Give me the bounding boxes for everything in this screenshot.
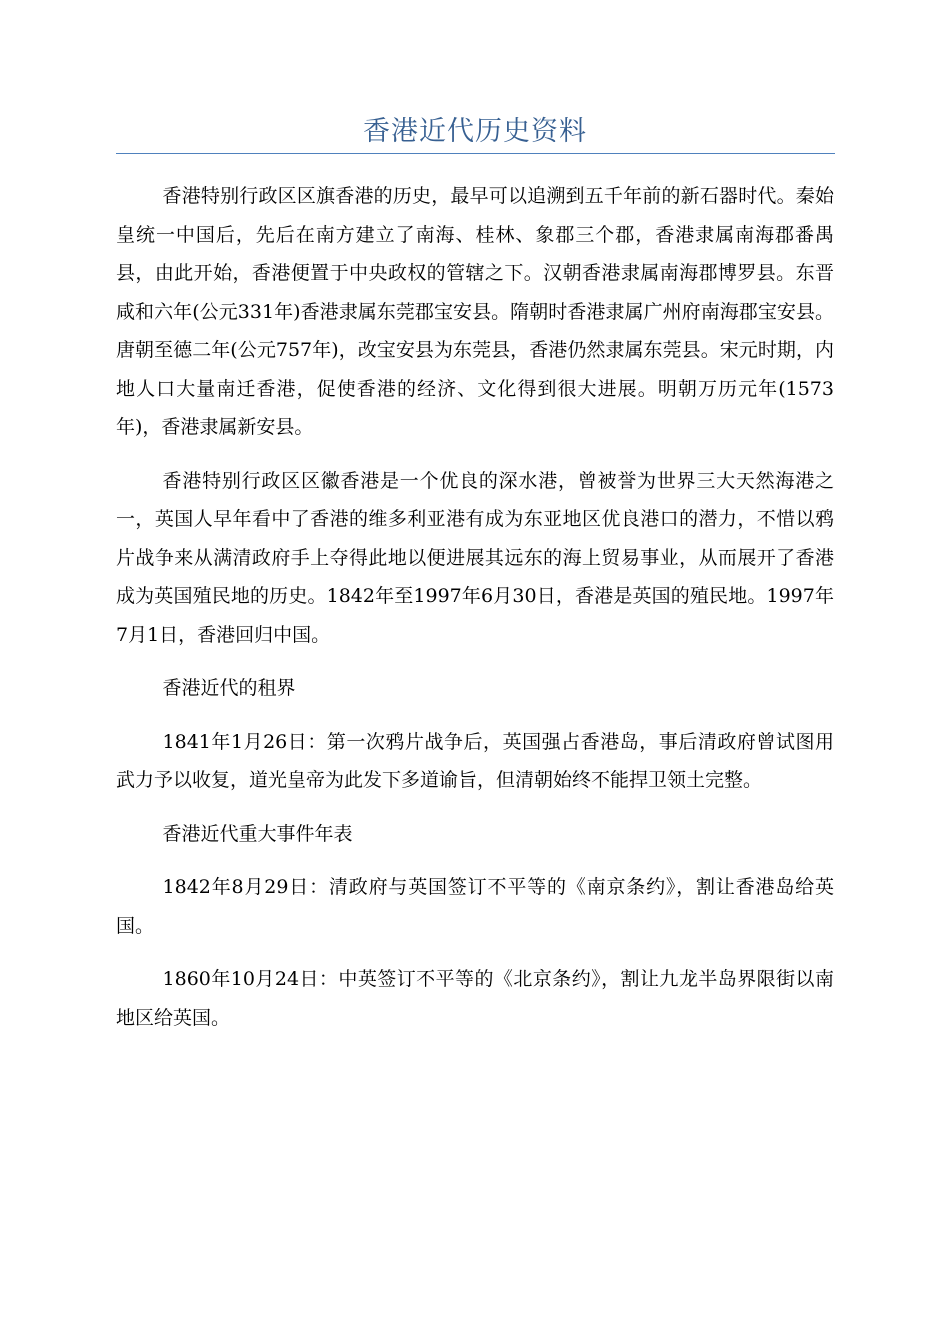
document-body bbox=[116, 177, 834, 1052]
section-heading-concessions: 香港近代的租界 bbox=[162, 677, 296, 699]
paragraph-1841: 1841年1月26日：第一次鸦片战争后，英国强占香港岛，事后清政府曾试图用武力予以收复，道光皇帝为此发下多道谕旨，但清朝始终不能捍卫领土完整。 bbox=[116, 730, 834, 791]
title-underline bbox=[116, 153, 835, 154]
section-heading-timeline: 香港近代重大事件年表 bbox=[162, 822, 353, 845]
document-title: 香港近代历史资料 bbox=[363, 116, 587, 147]
paragraph-1842: 1842年8月29日：清政府与英国签订不平等的《南京条约》，割让香港岛给英国。 bbox=[116, 876, 834, 937]
paragraph-1860: 1860年10月24日：中英签订不平等的《北京条约》，割让九龙半岛界限街以南地区给英国。 bbox=[116, 968, 834, 1029]
paragraph-harbour: 香港特别行政区区徽香港是一个优良的深水港，曾被誉为世界三大天然海港之一，英国人早年看中了香港的维多利亚港有成为东亚地区优良港口的潜力，不惜以鸦片战争来从满清政府手上夺得此地以便进展其远东的海上贸易事业，从而展开了香港成为英国殖民地的历史。1842年至1997年6月30日，香港是英国的殖民地。1997年7月1日，香港回归中国。 bbox=[116, 469, 834, 646]
paragraph-history: 香港特别行政区区旗香港的历史，最早可以追溯到五千年前的新石器时代。秦始皇统一中国后，先后在南方建立了南海、桂林、象郡三个郡，香港隶属南海郡番禺县，由此开始，香港便置于中央政权的管辖之下。汉朝香港隶属南海郡博罗县。东晋咸和六年(公元331年)香港隶属东莞郡宝安县。隋朝时香港隶属广州府南海郡宝安县。唐朝至德二年(公元757年)，改宝安县为东莞县，香港仍然隶属东莞县。宋元时期，内地人口大量南迁香港，促使香港的经济、文化得到很大进展。明朝万历元年(1573年)，香港隶属新安县。 bbox=[116, 185, 834, 438]
